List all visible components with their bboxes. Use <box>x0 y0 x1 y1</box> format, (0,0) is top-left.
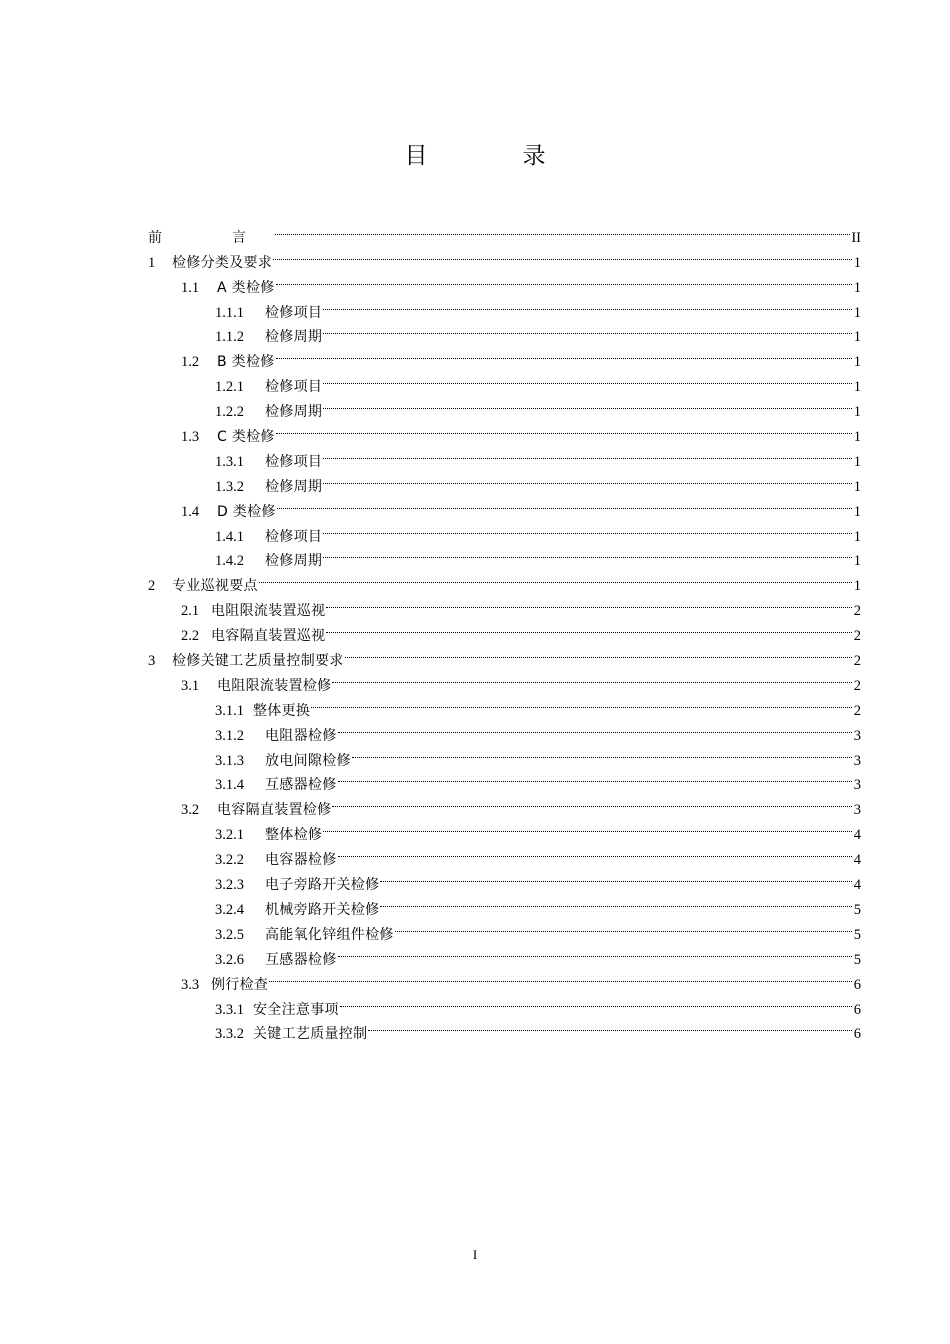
toc-entry-page: 4 <box>853 827 861 844</box>
dot-leader <box>269 964 852 989</box>
toc-entry-text: 电子旁路开关检修 <box>265 877 380 894</box>
toc-entry-number: 2.2 <box>181 628 200 645</box>
toc-entry-text: D 类检修 <box>217 503 276 520</box>
toc-entry-page: 1 <box>853 304 861 321</box>
toc-entry-text: C 类检修 <box>217 429 275 446</box>
toc-entry-text: 整体检修 <box>265 827 323 844</box>
toc-entry-text: 关键工艺质量控制 <box>253 1026 368 1043</box>
toc-entry-number: 3.1.3 <box>215 752 244 769</box>
toc-entry-number: 1.2.1 <box>215 379 244 396</box>
toc-entry-page: 2 <box>853 628 861 645</box>
dot-leader <box>323 317 852 342</box>
toc-entry-number: 1.3.2 <box>215 478 244 495</box>
dot-leader <box>380 889 852 914</box>
dot-leader <box>338 839 853 864</box>
dot-leader <box>380 864 852 889</box>
toc-entry-text: 检修项目 <box>265 379 323 396</box>
dot-leader <box>338 715 853 740</box>
dot-leader <box>326 590 852 615</box>
toc-entry-page: 1 <box>853 379 861 396</box>
dot-leader <box>276 416 852 441</box>
table-of-contents <box>148 217 861 1043</box>
dot-leader <box>323 466 852 491</box>
toc-entry-number: 3.1 <box>181 677 200 694</box>
toc-entry-text: 检修项目 <box>265 453 323 470</box>
toc-entry-text: 例行检查 <box>211 976 269 993</box>
toc-entry-text: 前 言 <box>148 229 274 246</box>
dot-leader <box>276 341 852 366</box>
toc-entry-page: 1 <box>853 354 861 371</box>
toc-entry-number: 1.4.1 <box>215 528 244 545</box>
toc-entry-text: 放电间隙检修 <box>265 752 351 769</box>
toc-entry-number: 1.1 <box>181 279 200 296</box>
toc-entry-number: 1.4.2 <box>215 553 244 570</box>
toc-entry-number: 1.3 <box>181 429 200 446</box>
toc-entry-number: 3.3.2 <box>215 1026 244 1043</box>
toc-entry-page: 1 <box>853 528 861 545</box>
dot-leader <box>311 690 852 715</box>
toc-entry-number: 1.2 <box>181 354 200 371</box>
toc-entry-text: 检修分类及要求 <box>172 254 273 271</box>
toc-entry-text: 电阻限流装置巡视 <box>211 603 326 620</box>
dot-leader <box>340 989 852 1014</box>
toc-entry-page: 1 <box>853 503 861 520</box>
toc-entry-text: 安全注意事项 <box>253 1001 339 1018</box>
toc-entry-number: 3.3.1 <box>215 1001 244 1018</box>
toc-entry-number: 3.2 <box>181 802 200 819</box>
dot-leader <box>345 640 852 665</box>
toc-entry-number: 1.1.2 <box>215 329 244 346</box>
dot-leader <box>368 1014 852 1039</box>
toc-entry-text: 电容隔直装置巡视 <box>211 628 326 645</box>
toc-entry-number: 3.1.1 <box>215 702 244 719</box>
dot-leader <box>323 292 852 317</box>
toc-entry-page: 1 <box>853 453 861 470</box>
toc-entry-text: 检修项目 <box>265 304 323 321</box>
toc-entry-number: 3 <box>148 653 156 670</box>
dot-leader <box>395 914 852 939</box>
toc-entry-text: 检修周期 <box>265 478 323 495</box>
toc-entry-page: 4 <box>853 852 861 869</box>
dot-leader <box>277 491 852 516</box>
toc-entry-number: 3.2.3 <box>215 877 244 894</box>
dot-leader <box>323 814 852 839</box>
dot-leader <box>332 789 852 814</box>
toc-entry-page: 1 <box>853 404 861 421</box>
toc-entry-page: 2 <box>853 653 861 670</box>
toc-entry-page: II <box>851 229 861 246</box>
dot-leader <box>276 267 852 292</box>
toc-entry-page: 1 <box>853 279 861 296</box>
page-number-footer: I <box>472 1247 478 1262</box>
toc-entry-number: 1.4 <box>181 503 200 520</box>
toc-entry-number: 3.1.2 <box>215 727 244 744</box>
dot-leader <box>323 441 852 466</box>
toc-entry-number: 1 <box>148 254 156 271</box>
toc-entry-page: 1 <box>853 578 861 595</box>
toc-entry-text: A 类检修 <box>217 279 275 296</box>
toc-entry-page: 1 <box>853 478 861 495</box>
toc-entry-text: 检修关键工艺质量控制要求 <box>172 653 344 670</box>
toc-entry-number: 3.2.1 <box>215 827 244 844</box>
toc-entry-text: B 类检修 <box>217 354 275 371</box>
dot-leader <box>323 541 852 566</box>
toc-entry-text: 检修周期 <box>265 404 323 421</box>
toc-entry-number: 3.2.5 <box>215 926 244 943</box>
toc-entry-text: 整体更换 <box>253 702 311 719</box>
toc-entry-number: 1.2.2 <box>215 404 244 421</box>
toc-entry-text: 电阻器检修 <box>265 727 337 744</box>
dot-leader <box>273 242 852 267</box>
toc-entry-number: 2.1 <box>181 603 200 620</box>
toc-entry-text: 电阻限流装置检修 <box>217 677 332 694</box>
toc-entry-page: 6 <box>853 1026 861 1043</box>
toc-entry-page: 1 <box>853 329 861 346</box>
dot-leader <box>332 665 852 690</box>
toc-entry-page: 1 <box>853 553 861 570</box>
toc-entry-number: 3.2.4 <box>215 901 244 918</box>
toc-entry-preface[interactable] <box>148 217 861 246</box>
toc-entry-page: 3 <box>853 802 861 819</box>
toc-entry-page: 3 <box>853 752 861 769</box>
toc-entry-number: 1.3.1 <box>215 453 244 470</box>
page-title: 目 录 <box>404 143 582 169</box>
toc-entry-text: 电容隔直装置检修 <box>217 802 332 819</box>
toc-entry-number: 3.2.2 <box>215 852 244 869</box>
toc-entry-page: 3 <box>853 727 861 744</box>
dot-leader <box>352 740 852 765</box>
toc-entry-page: 4 <box>853 877 861 894</box>
toc-entry-text: 电容器检修 <box>265 852 337 869</box>
dot-leader <box>259 565 852 590</box>
toc-entry-number: 3.1.4 <box>215 777 244 794</box>
toc-entry-text: 互感器检修 <box>265 777 337 794</box>
toc-entry-number: 3.2.6 <box>215 951 244 968</box>
toc-entry-text: 机械旁路开关检修 <box>265 901 380 918</box>
dot-leader <box>323 516 852 541</box>
toc-entry-text: 检修周期 <box>265 553 323 570</box>
toc-entry-page: 1 <box>853 429 861 446</box>
dot-leader <box>275 217 850 242</box>
toc-entry-text: 专业巡视要点 <box>172 578 258 595</box>
toc-entry-page: 5 <box>853 951 861 968</box>
toc-entry-page: 6 <box>853 976 861 993</box>
toc-entry-page: 5 <box>853 901 861 918</box>
toc-entry-text: 检修项目 <box>265 528 323 545</box>
toc-entry-page: 2 <box>853 677 861 694</box>
dot-leader <box>338 939 853 964</box>
dot-leader <box>338 765 853 790</box>
toc-entry-page: 2 <box>853 603 861 620</box>
toc-entry-number: 1.1.1 <box>215 304 244 321</box>
dot-leader <box>326 615 852 640</box>
toc-entry-page: 3 <box>853 777 861 794</box>
dot-leader <box>323 391 852 416</box>
toc-entry-page: 1 <box>853 254 861 271</box>
toc-entry-page: 6 <box>853 1001 861 1018</box>
toc-entry-text: 检修周期 <box>265 329 323 346</box>
toc-entry-page: 5 <box>853 926 861 943</box>
dot-leader <box>323 366 852 391</box>
toc-entry-page: 2 <box>853 702 861 719</box>
toc-entry-number: 3.3 <box>181 976 200 993</box>
toc-entry-text: 高能氧化锌组件检修 <box>265 926 394 943</box>
toc-entry-number: 2 <box>148 578 156 595</box>
toc-entry-text: 互感器检修 <box>265 951 337 968</box>
